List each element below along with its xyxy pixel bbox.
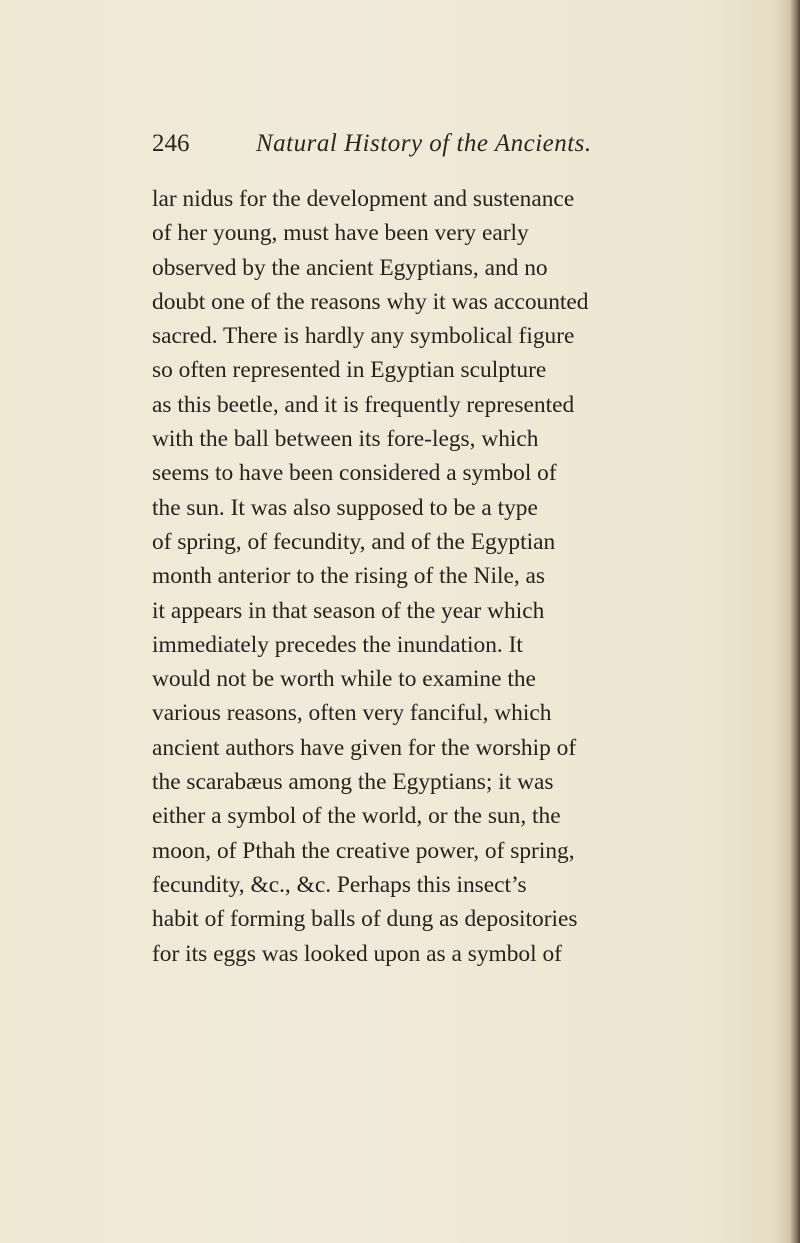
text-line: lar nidus for the development and sustenance (152, 186, 575, 212)
page-number: 246 (152, 130, 190, 157)
text-line: moon, of Pthah the creative power, of spring, (152, 837, 575, 864)
text-line: immediately precedes the inundation. It (152, 631, 523, 658)
text-line: various reasons, often very fanciful, which (152, 700, 552, 727)
text-line: doubt one of the reasons why it was accounted (152, 288, 589, 315)
text-line: the scarabæus among the Egyptians; it was (152, 769, 554, 796)
text-line: either a symbol of the world, or the sun, the (152, 803, 561, 830)
text-line: fecundity, &c., &c. Perhaps this insect’s (152, 871, 527, 898)
text-line: habit of forming balls of dung as depositories (152, 906, 578, 933)
text-line: of spring, of fecundity, and of the Egyptian (152, 528, 556, 555)
text-line: month anterior to the rising of the Nile, as (152, 563, 546, 590)
running-title: Natural History of the Ancients. (256, 130, 592, 157)
page-edge-shadow (790, 0, 800, 1243)
text-line: as this beetle, and it is frequently represented (152, 391, 575, 418)
text-line: would not be worth while to examine the (152, 666, 536, 693)
text-line: ancient authors have given for the worship of (152, 734, 577, 761)
text-line: seems to have been considered a symbol of (152, 460, 557, 487)
text-line: of her young, must have been very early (152, 220, 529, 247)
text-line: sacred. There is hardly any symbolical figure (152, 323, 575, 350)
text-line: the sun. It was also supposed to be a type (152, 494, 538, 521)
text-line: so often represented in Egyptian sculpture (152, 357, 547, 384)
text-line: observed by the ancient Egyptians, and no (152, 254, 548, 281)
body-text (152, 182, 712, 971)
text-line: it appears in that season of the year which (152, 597, 545, 624)
text-line: for its eggs was looked upon as a symbol of (152, 940, 562, 967)
text-line: with the ball between its fore-legs, which (152, 426, 539, 453)
